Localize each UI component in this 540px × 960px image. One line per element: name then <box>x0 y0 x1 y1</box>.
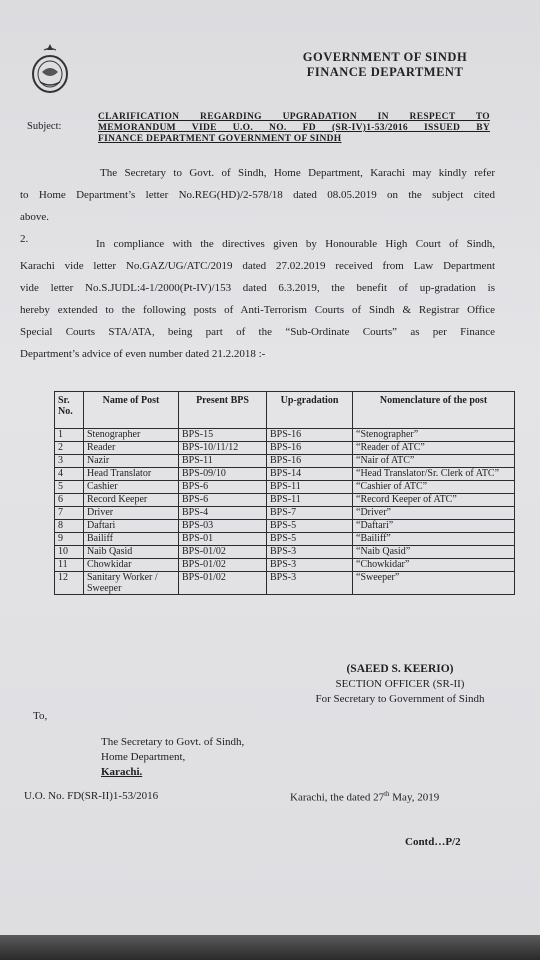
page-bottom-edge <box>0 935 540 960</box>
cell-sr-no: 9 <box>55 533 84 546</box>
cell-present-bps: BPS-10/11/12 <box>179 442 267 455</box>
table-row <box>55 507 515 520</box>
cell-upgradation: BPS-3 <box>267 572 353 595</box>
cell-upgradation: BPS-11 <box>267 494 353 507</box>
cell-present-bps: BPS-01/02 <box>179 572 267 595</box>
cell-nomenclature: “Naib Qasid” <box>353 546 515 559</box>
table-row <box>55 481 515 494</box>
cell-sr-no: 11 <box>55 559 84 572</box>
header-upgradation: Up-gradation <box>267 392 353 429</box>
cell-name-of-post: Sanitary Worker / Sweeper <box>84 572 179 595</box>
subject-line-1: CLARIFICATION REGARDING UPGRADATION IN RESPECT TO <box>98 112 490 122</box>
uo-number: U.O. No. FD(SR-II)1-53/2016 <box>24 790 159 802</box>
paragraph-2-line-5: Special Courts STA/ATA, being part of the “Sub-Ordinate Courts” as per Finance <box>20 326 495 338</box>
addressee-city: Karachi. <box>101 766 143 778</box>
paragraph-1-line-2: to Home Department’s letter No.REG(HD)/2-578/18 dated 08.05.2019 on the subject cited <box>20 189 495 201</box>
cell-name-of-post: Stenographer <box>84 429 179 442</box>
subject-label: Subject: <box>27 121 62 132</box>
cell-name-of-post: Cashier <box>84 481 179 494</box>
cell-sr-no: 8 <box>55 520 84 533</box>
paragraph-1-line-3: above. <box>20 211 50 223</box>
date-suffix-ordinal: th <box>384 790 390 798</box>
signature-block <box>290 662 510 707</box>
table-row <box>55 429 515 442</box>
cell-nomenclature: “Record Keeper of ATC” <box>353 494 515 507</box>
cell-name-of-post: Naib Qasid <box>84 546 179 559</box>
cell-present-bps: BPS-03 <box>179 520 267 533</box>
government-seal-icon <box>30 42 70 94</box>
header-nomenclature: Nomenclature of the post <box>353 392 515 429</box>
table-row <box>55 468 515 481</box>
cell-present-bps: BPS-01/02 <box>179 559 267 572</box>
table-row <box>55 455 515 468</box>
cell-name-of-post: Reader <box>84 442 179 455</box>
cell-sr-no: 12 <box>55 572 84 595</box>
cell-sr-no: 4 <box>55 468 84 481</box>
letterhead-government: GOVERNMENT OF SINDH <box>302 50 468 64</box>
paragraph-1-line-1: The Secretary to Govt. of Sindh, Home Department, Karachi may kindly refer <box>100 167 495 179</box>
cell-nomenclature: “Driver” <box>353 507 515 520</box>
cell-present-bps: BPS-09/10 <box>179 468 267 481</box>
cell-present-bps: BPS-6 <box>179 481 267 494</box>
paragraph-1 <box>20 162 495 228</box>
cell-sr-no: 5 <box>55 481 84 494</box>
cell-nomenclature: “Chowkidar” <box>353 559 515 572</box>
cell-sr-no: 10 <box>55 546 84 559</box>
date-month-year: May, 2019 <box>389 791 440 804</box>
cell-sr-no: 6 <box>55 494 84 507</box>
header-sr-no: Sr. No. <box>55 392 84 429</box>
cell-nomenclature: “Daftari” <box>353 520 515 533</box>
cell-name-of-post: Bailiff <box>84 533 179 546</box>
cell-nomenclature: “Head Translator/Sr. Clerk of ATC” <box>353 468 515 481</box>
cell-nomenclature: “Stenographer” <box>353 429 515 442</box>
cell-name-of-post: Head Translator <box>84 468 179 481</box>
cell-upgradation: BPS-5 <box>267 533 353 546</box>
cell-sr-no: 7 <box>55 507 84 520</box>
cell-present-bps: BPS-4 <box>179 507 267 520</box>
paragraph-2-line-2: Karachi vide letter No.GAZ/UG/ATC/2019 dated 27.02.2019 received from Law Department <box>20 260 495 272</box>
continued-marker: Contd…P/2 <box>405 836 461 848</box>
addressee-block <box>101 735 244 780</box>
letterhead <box>290 50 480 80</box>
cell-nomenclature: “Cashier of ATC” <box>353 481 515 494</box>
cell-sr-no: 3 <box>55 455 84 468</box>
cell-present-bps: BPS-6 <box>179 494 267 507</box>
letterhead-department: FINANCE DEPARTMENT <box>306 65 464 79</box>
paragraph-2 <box>20 233 495 365</box>
signatory-title: SECTION OFFICER (SR-II) <box>335 678 465 690</box>
cell-upgradation: BPS-16 <box>267 429 353 442</box>
subject-line-2: MEMORANDUM VIDE U.O. NO. FD (SR-IV)1-53/2016 ISSUED BY <box>98 123 490 133</box>
cell-name-of-post: Nazir <box>84 455 179 468</box>
subject-text <box>98 112 490 145</box>
cell-upgradation: BPS-5 <box>267 520 353 533</box>
cell-nomenclature: “Bailiff” <box>353 533 515 546</box>
signatory-for: For Secretary to Government of Sindh <box>315 693 485 705</box>
date-line <box>290 790 439 804</box>
upgradation-table <box>54 391 515 595</box>
cell-name-of-post: Daftari <box>84 520 179 533</box>
cell-name-of-post: Driver <box>84 507 179 520</box>
cell-present-bps: BPS-15 <box>179 429 267 442</box>
header-name-of-post: Name of Post <box>84 392 179 429</box>
cell-present-bps: BPS-01 <box>179 533 267 546</box>
table-row <box>55 520 515 533</box>
table-row <box>55 572 515 595</box>
cell-sr-no: 1 <box>55 429 84 442</box>
to-label: To, <box>33 710 48 722</box>
paragraph-2-line-6: Department’s advice of even number dated 21.2.2018 :- <box>20 348 266 360</box>
cell-upgradation: BPS-3 <box>267 546 353 559</box>
cell-name-of-post: Record Keeper <box>84 494 179 507</box>
header-present-bps: Present BPS <box>179 392 267 429</box>
paragraph-2-line-4: hereby extended to the following posts of Anti-Terrorism Courts of Sindh & Registrar Office <box>20 304 495 316</box>
paragraph-2-number: 2. <box>20 233 29 245</box>
cell-upgradation: BPS-11 <box>267 481 353 494</box>
table-row <box>55 546 515 559</box>
addressee-line-2: Home Department, <box>101 751 186 763</box>
table-row <box>55 442 515 455</box>
cell-present-bps: BPS-01/02 <box>179 546 267 559</box>
cell-name-of-post: Chowkidar <box>84 559 179 572</box>
cell-upgradation: BPS-16 <box>267 442 353 455</box>
date-prefix: Karachi, the dated 27 <box>290 791 385 804</box>
cell-upgradation: BPS-7 <box>267 507 353 520</box>
table-row <box>55 533 515 546</box>
cell-upgradation: BPS-14 <box>267 468 353 481</box>
table-body <box>55 429 515 595</box>
table-row <box>55 559 515 572</box>
table-row <box>55 494 515 507</box>
table-header-row <box>55 392 515 429</box>
addressee-line-1: The Secretary to Govt. of Sindh, <box>101 736 245 748</box>
cell-upgradation: BPS-3 <box>267 559 353 572</box>
cell-sr-no: 2 <box>55 442 84 455</box>
subject-line-3: FINANCE DEPARTMENT GOVERNMENT OF SINDH <box>98 134 342 144</box>
cell-upgradation: BPS-16 <box>267 455 353 468</box>
cell-present-bps: BPS-11 <box>179 455 267 468</box>
signatory-name: (SAEED S. KEERIO) <box>346 663 454 675</box>
cell-nomenclature: “Sweeper” <box>353 572 515 595</box>
cell-nomenclature: “Nair of ATC” <box>353 455 515 468</box>
paragraph-2-line-3: vide letter No.S.JUDL:4-1/2000(Pt-IV)/153 dated 6.3.2019, the benefit of up-gradation is <box>20 282 495 294</box>
cell-nomenclature: “Reader of ATC” <box>353 442 515 455</box>
paragraph-2-line-1: In compliance with the directives given by Honourable High Court of Sindh, <box>96 238 495 250</box>
